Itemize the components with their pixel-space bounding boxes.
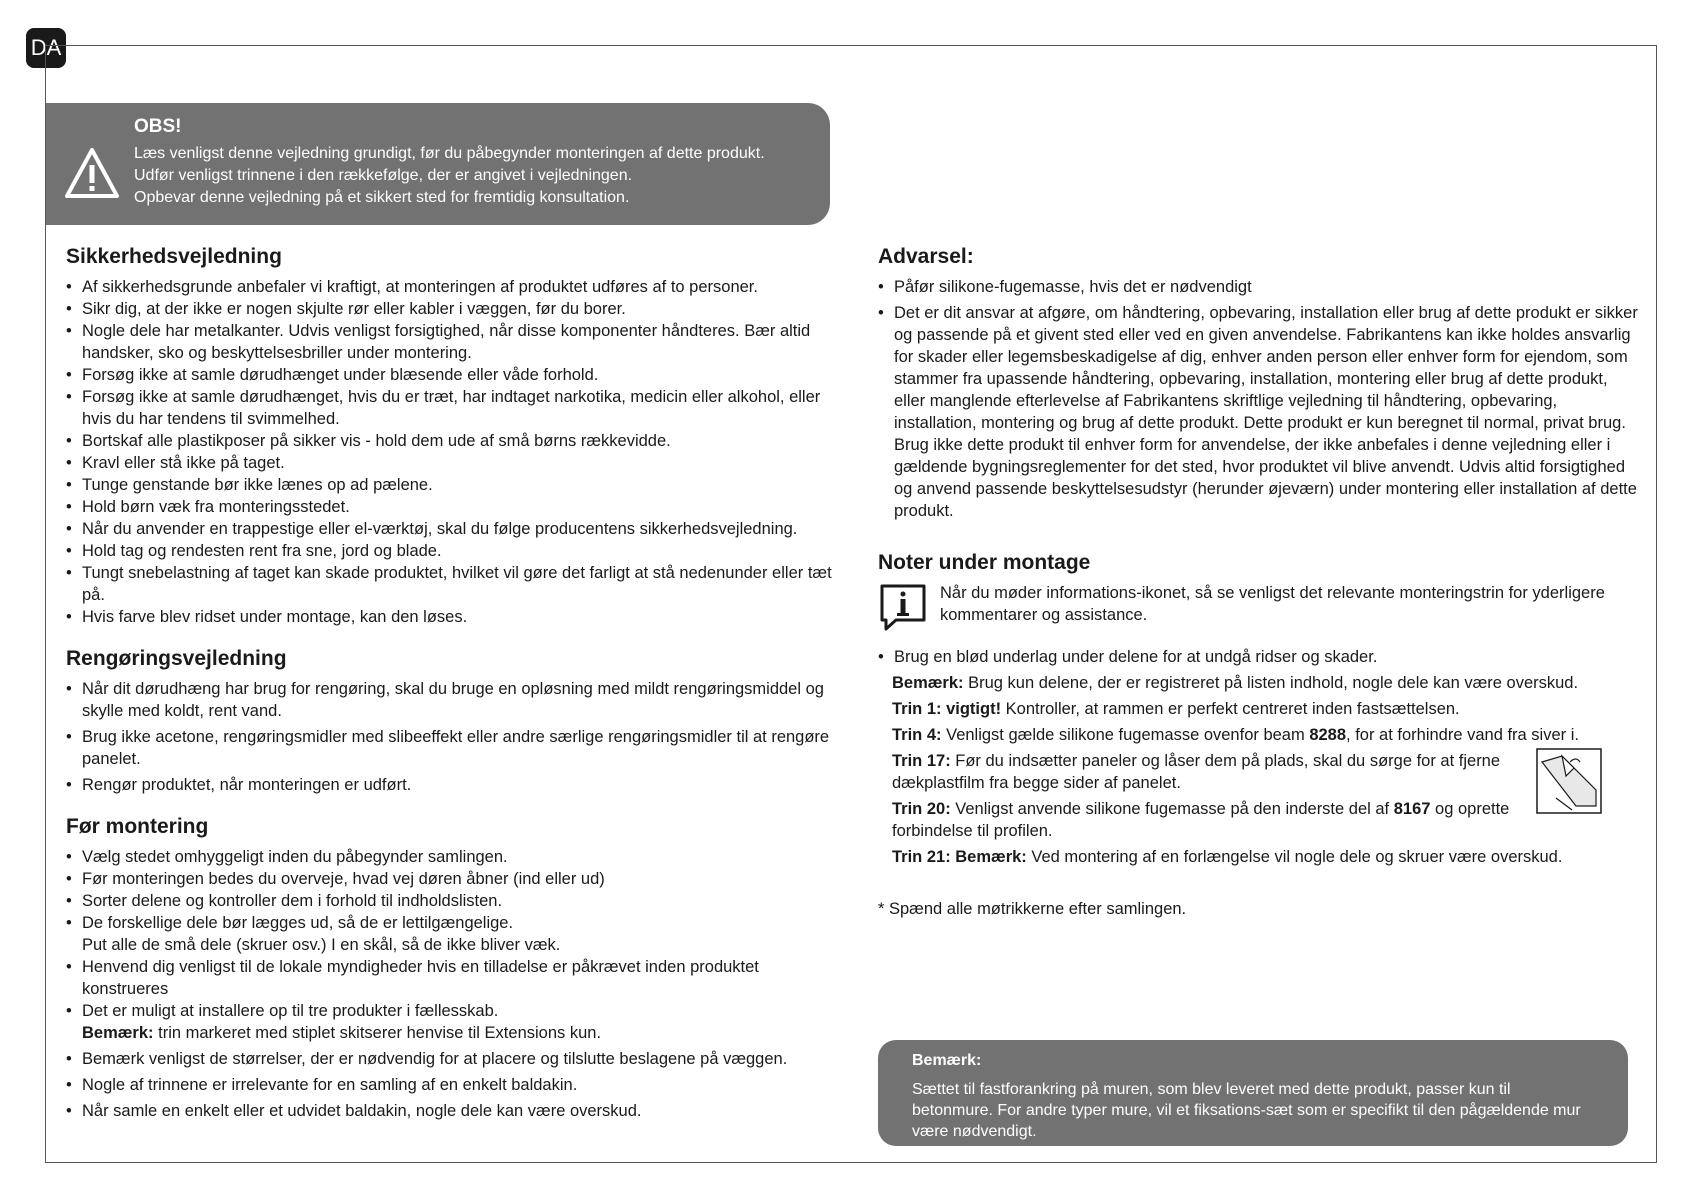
list-item: • Forsøg ikke at samle dørudhænget under blæsende eller våde forhold. xyxy=(66,364,836,386)
note-label: Trin 4: xyxy=(892,726,942,744)
list-item: • Forsøg ikke at samle dørudhænget, hvis du er træt, har indtaget narkotika, medicin eller alkohol, eller hvis du har tendens til svimmelhed. xyxy=(66,386,836,430)
list-item: • Tunge genstande bør ikke lænes op ad pælene. xyxy=(66,474,836,496)
list-item-text: Det er muligt at installere op til tre produkter i fællesskab. xyxy=(82,1002,499,1020)
part-number: 8167 xyxy=(1393,800,1431,818)
list-item: • Kravl eller stå ikke på taget. xyxy=(66,452,836,474)
info-row xyxy=(878,582,1638,634)
safety-section xyxy=(66,244,836,628)
safety-heading: Sikkerhedsvejledning xyxy=(66,245,282,268)
list-item: • Bortskaf alle plastikposer på sikker vis - hold dem ude af små børns rækkevidde. xyxy=(66,430,836,452)
note-line xyxy=(878,672,1638,694)
list-item: • Nogle dele har metalkanter. Udvis venligst forsigtighed, når disse komponenter håndteres. Bær altid handsker, sko og beskyttelsesbriller under montering. xyxy=(66,320,836,364)
list-item: • Når dit dørudhæng har brug for rengøring, skal du bruge en opløsning med mildt rengøringsmiddel og skylle med koldt, rent vand. xyxy=(66,678,836,722)
list-item: • Hold tag og rendesten rent fra sne, jord og blade. xyxy=(66,540,836,562)
cleaning-list xyxy=(66,678,836,796)
list-item xyxy=(66,1000,836,1044)
right-column xyxy=(878,244,1638,920)
before-list xyxy=(66,846,836,1122)
note-label: Trin 17: xyxy=(892,752,951,770)
list-item: • Det er dit ansvar at afgøre, om håndtering, opbevaring, installation eller brug af dette produkt er sikker og passende på et givent sted eller ved en given anvendelse. Fabrikantens kan ikke holdes ansvarlig for skader eller legemsbeskadigelse af dig, enhver anden person eller enhver form for ejendom, som stammer fra upassende håndtering, opbevaring, installation, montering eller brug af dette produkt, eller manglende efterlevelse af Fabrikantens skriftlige vejledning til håndtering, opbevaring, installation, montering og brug af dette produkt. Dette produkt er kun beregnet til normal, privat brug. Brug ikke dette produkt til enhver form for anvendelse, der ikke anbefales i denne vejledning eller i gældende bygningsreglementer for det sted, hvor produktet vil blive anvendt. Udvis altid forsigtighed og anvend passende beskyttelsesudstyr (herunder øjeværn) under montering eller installation af dette produkt. xyxy=(878,302,1638,522)
note-label: Trin 21: Bemærk: xyxy=(892,848,1027,866)
notes-list xyxy=(878,646,1638,668)
note-line xyxy=(878,724,1638,746)
note-text: Venligst gælde silikone fugemasse ovenfor beam xyxy=(941,726,1310,744)
left-column xyxy=(66,244,836,1140)
list-item: • Bemærk venligst de størrelser, der er nødvendig for at placere og tilslutte beslagene på væggen. xyxy=(66,1048,836,1070)
list-item-text: De forskellige dele bør lægges ud, så de er lettilgængelige. xyxy=(82,914,514,932)
list-item: • Nogle af trinnene er irrelevante for en samling af en enkelt baldakin. xyxy=(66,1074,836,1096)
warning-triangle-icon xyxy=(64,147,120,199)
note-text: Ved montering af en forlængelse vil nogle dele og skruer være overskud. xyxy=(1026,848,1563,866)
list-item: • Hold børn væk fra monteringsstedet. xyxy=(66,496,836,518)
list-item: • Henvend dig venligst til de lokale myndigheder hvis en tilladelse er påkrævet inden produktet konstrueres xyxy=(66,956,836,1000)
cleaning-heading: Rengøringsvejledning xyxy=(66,647,287,670)
note-label: Bemærk: xyxy=(82,1024,154,1042)
list-item: • Når samle en enkelt eller et udvidet baldakin, nogle dele kan være overskud. xyxy=(66,1100,836,1122)
bemaerk-text: Sættet til fastforankring på muren, som blev leveret med dette produkt, passer kun til betonmure. For andre typer mure, vil et fiksations-sæt som er specifikt til den pågældende mur være nødvendigt. xyxy=(912,1081,1581,1140)
note-label: Trin 1: vigtigt! xyxy=(892,700,1002,718)
list-item: • Hvis farve blev ridset under montage, kan den løses. xyxy=(66,606,836,628)
notes-section xyxy=(878,550,1638,920)
list-item: • Rengør produktet, når monteringen er udført. xyxy=(66,774,836,796)
list-item: • Før monteringen bedes du overveje, hvad vej døren åbner (ind eller ud) xyxy=(66,868,836,890)
bemaerk-box xyxy=(878,1040,1628,1146)
list-item: • Når du anvender en trappestige eller el-værktøj, skal du følge producentens sikkerhedsvejledning. xyxy=(66,518,836,540)
warning-section xyxy=(878,244,1638,522)
note-label: Bemærk: xyxy=(892,674,964,692)
note-text: og oprette forbindelse til profilen. xyxy=(892,800,1510,840)
note-text: Før du indsætter paneler og låser dem på plads, skal du sørge for at fjerne dækplastfilm fra begge sider af panelet. xyxy=(892,752,1501,792)
obs-line: Opbevar denne vejledning på et sikkert sted for fremtidig konsultation. xyxy=(134,189,630,206)
cleaning-section xyxy=(66,646,836,796)
note-line xyxy=(878,798,1638,842)
note-text: , for at forhindre vand fra siver i. xyxy=(1346,726,1579,744)
obs-notice-box xyxy=(46,103,830,225)
warning-heading: Advarsel: xyxy=(878,245,974,268)
info-text: Når du møder informations-ikonet, så se venligst det relevante monteringstrin for yderligere kommentarer og assistance. xyxy=(940,584,1605,624)
info-icon xyxy=(878,582,928,632)
note-line xyxy=(878,698,1638,720)
safety-list xyxy=(66,276,836,628)
obs-line: Læs venligst denne vejledning grundigt, før du påbegynder monteringen af dette produkt. xyxy=(134,145,765,162)
list-item-continuation: Put alle de små dele (skruer osv.) I en skål, så de ikke bliver væk. xyxy=(82,936,561,954)
list-item xyxy=(66,912,836,956)
note-line xyxy=(878,750,1638,794)
note-text: Brug kun delene, der er registreret på listen indhold, nogle dele kan være overskud. xyxy=(963,674,1579,692)
list-item: • Tungt snebelastning af taget kan skade produktet, hvilket vil gøre det farligt at stå nedenunder eller tæt på. xyxy=(66,562,836,606)
list-item: • Sikr dig, at der ikke er nogen skjulte rør eller kabler i væggen, før du borer. xyxy=(66,298,836,320)
bemaerk-title: Bemærk: xyxy=(912,1052,982,1069)
note-text: Kontroller, at rammen er perfekt centreret inden fastsættelsen. xyxy=(1001,700,1460,718)
obs-lines xyxy=(134,143,765,209)
film-removal-illustration xyxy=(1536,748,1602,814)
note-text: trin markeret med stiplet skitserer henvise til Extensions kun. xyxy=(153,1024,602,1042)
before-heading: Før montering xyxy=(66,815,209,838)
note-line xyxy=(878,846,1638,868)
list-item: • Brug en blød underlag under delene for at undgå ridser og skader. xyxy=(878,646,1638,668)
list-item: • Sorter delene og kontroller dem i forhold til indholdslisten. xyxy=(66,890,836,912)
before-assembly-section xyxy=(66,814,836,1122)
list-item: • Af sikkerhedsgrunde anbefaler vi kraftigt, at monteringen af produktet udføres af to personer. xyxy=(66,276,836,298)
obs-title: OBS! xyxy=(134,116,182,137)
list-item: • Brug ikke acetone, rengøringsmidler med slibeeffekt eller andre særlige rengøringsmidler til at rengøre panelet. xyxy=(66,726,836,770)
notes-heading: Noter under montage xyxy=(878,551,1091,574)
language-badge: DA xyxy=(26,28,66,68)
list-item: • Vælg stedet omhyggeligt inden du påbegynder samlingen. xyxy=(66,846,836,868)
note-label: Trin 20: xyxy=(892,800,951,818)
footnote: * Spænd alle møtrikkerne efter samlingen. xyxy=(878,900,1187,918)
note-text: Venligst anvende silikone fugemasse på den inderste del af xyxy=(950,800,1394,818)
list-item: • Påfør silikone-fugemasse, hvis det er nødvendigt xyxy=(878,276,1638,298)
warning-list xyxy=(878,276,1638,522)
part-number: 8288 xyxy=(1309,726,1347,744)
obs-line: Udfør venligst trinnene i den rækkefølge, der er angivet i vejledningen. xyxy=(134,167,633,184)
